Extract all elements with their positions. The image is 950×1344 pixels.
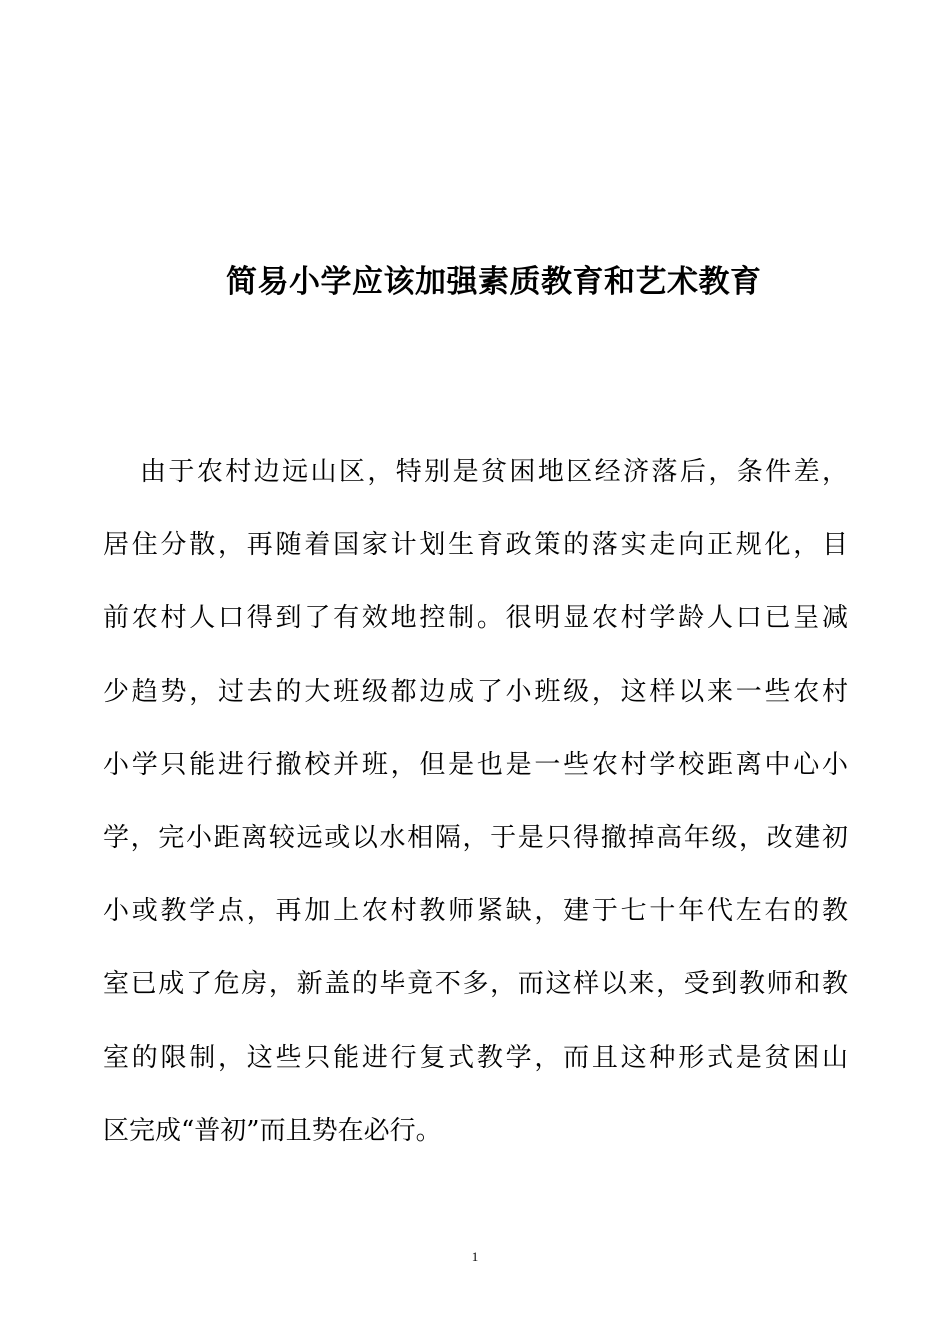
- paragraph-line: 小学只能进行撤校并班，但是也是一些农村学校距离中心小: [103, 749, 848, 780]
- paragraph-line: 室的限制，这些只能进行复式教学，而且这种形式是贫困山: [103, 1042, 848, 1073]
- paragraph-line: 前农村人口得到了有效地控制。很明显农村学龄人口已呈减: [103, 603, 848, 634]
- paragraph-line: 学，完小距离较远或以水相隔，于是只得撤掉高年级，改建初: [103, 822, 848, 853]
- paragraph-line: 由于农村边远山区，特别是贫困地区经济落后，条件差，: [140, 457, 848, 487]
- paragraph-line: 区完成“普初”而且势在必行。: [103, 1115, 442, 1146]
- body-paragraph: [103, 446, 848, 1178]
- paragraph-line: 居住分散，再随着国家计划生育政策的落实走向正规化，目: [103, 530, 848, 561]
- page-number: 1: [471, 1249, 479, 1264]
- paragraph-line: 室已成了危房，新盖的毕竟不多，而这样以来，受到教师和教: [103, 969, 848, 1000]
- paragraph-line: 少趋势，过去的大班级都边成了小班级，这样以来一些农村: [103, 676, 848, 707]
- document-title: 简易小学应该加强素质教育和艺术教育: [226, 264, 762, 300]
- paragraph-line: 小或教学点，再加上农村教师紧缺，建于七十年代左右的教: [103, 896, 848, 927]
